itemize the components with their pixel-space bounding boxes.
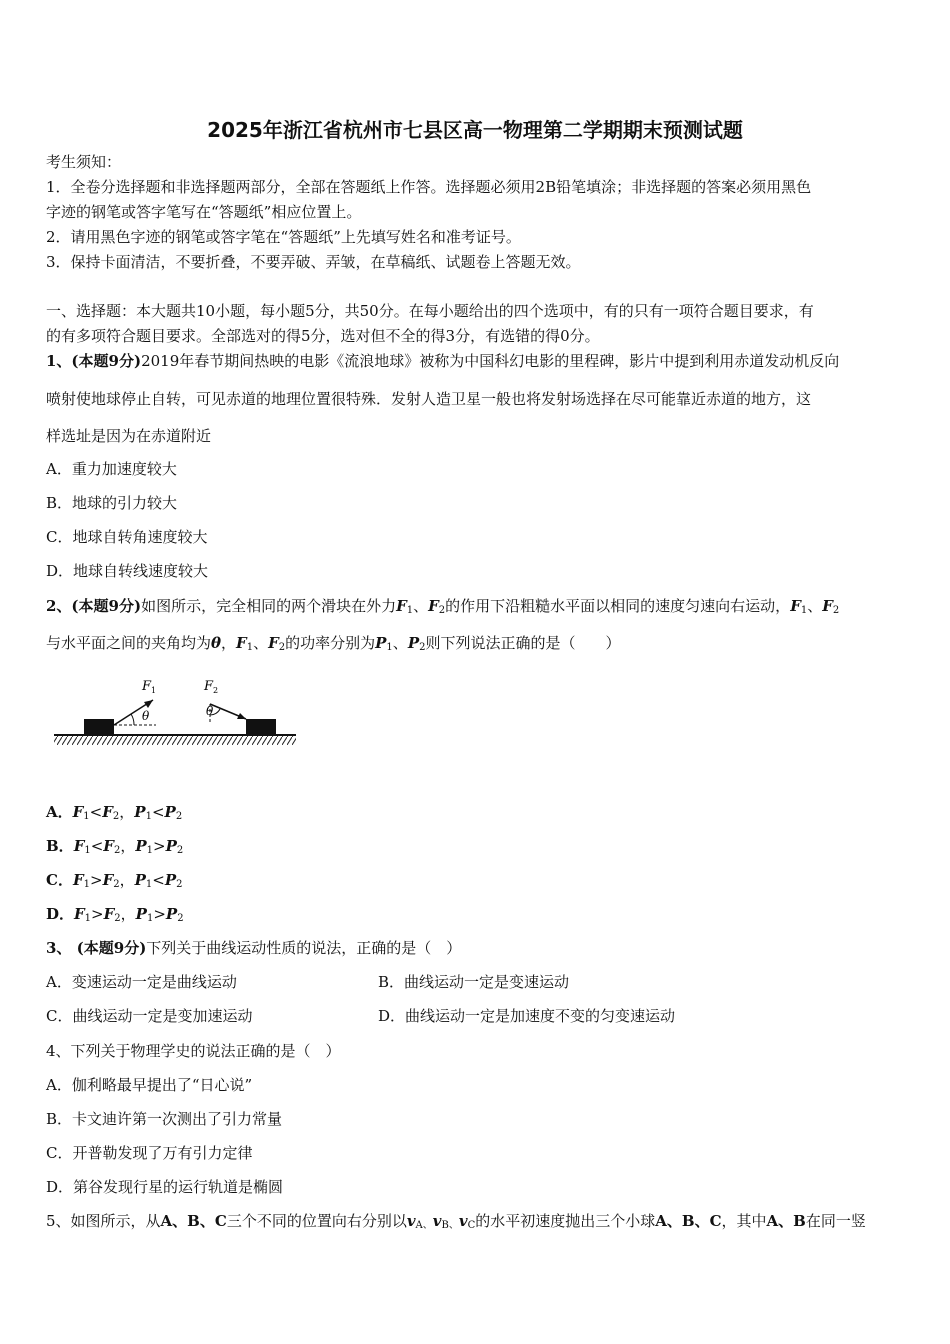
angle-arc-left <box>131 714 134 725</box>
q1-number: 1、(本题9分) <box>46 352 142 370</box>
q3-option-a[interactable]: A．变速运动一定是曲线运动 <box>46 973 237 991</box>
q3-stem <box>46 938 461 958</box>
block-left <box>84 719 114 735</box>
comma: ， <box>221 634 237 652</box>
q1-option-d[interactable]: D．地球自转线速度较大 <box>46 562 209 580</box>
sub: 1 <box>146 845 153 856</box>
q5-balls: A、B、C <box>655 1212 722 1230</box>
q5-points: A、B、C <box>160 1212 227 1230</box>
theta-symbol: θ <box>211 634 222 652</box>
q1-line-3: 样选址是因为在赤道附近 <box>46 427 212 445</box>
comma: ， <box>119 871 135 889</box>
p-symbol: P <box>165 837 177 855</box>
sub: 2 <box>176 879 183 890</box>
q2-number: 2、(本题9分) <box>46 597 142 615</box>
f2-sub: 2 <box>832 605 840 616</box>
q4-option-c[interactable]: C．开普勒发现了万有引力定律 <box>46 1144 253 1162</box>
q1-option-c[interactable]: C．地球自转角速度较大 <box>46 528 208 546</box>
section-intro-1: 一、选择题：本大题共10小题，每小题5分，共50分。在每小题给出的四个选项中，有的只有一项符合题目要求，有 <box>46 302 814 320</box>
f2-label-sub: 2 <box>213 686 219 695</box>
va-symbol: v <box>406 1212 416 1230</box>
notice-heading: 考生须知： <box>46 153 122 171</box>
relation-p: > <box>153 837 166 855</box>
p2-symbol: P <box>407 634 420 652</box>
f2-label: F <box>204 679 214 694</box>
vc-sub: C <box>467 1220 476 1231</box>
sep: 、 <box>807 597 823 615</box>
f-symbol: F <box>73 837 85 855</box>
block-right <box>246 719 276 735</box>
f-symbol: F <box>72 871 84 889</box>
q1-option-a[interactable]: A．重力加速度较大 <box>46 460 177 478</box>
sub: 2 <box>176 845 184 856</box>
q3-option-d[interactable]: D．曲线运动一定是加速度不变的匀变速运动 <box>378 1007 676 1025</box>
f1-label-sub: 1 <box>151 686 157 695</box>
q1-line-2: 喷射使地球停止自转，可见赤道的地理位置很特殊．发射人造卫星一般也将发射场选择在尽可能靠近赤道的地方，这 <box>46 390 812 408</box>
ground-hatch <box>54 736 296 745</box>
comma: ， <box>119 803 135 821</box>
q5-ab: A、B <box>766 1212 806 1230</box>
f-symbol: F <box>103 905 115 923</box>
q5-text-3: 的水平初速度抛出三个小球 <box>475 1212 656 1230</box>
sub: 1 <box>146 913 154 924</box>
vb-symbol: v <box>432 1212 442 1230</box>
sub: 2 <box>112 811 120 822</box>
q2-text-1: 如图所示，完全相同的两个滑块在外力 <box>141 597 397 615</box>
sub: 1 <box>84 845 91 856</box>
q4-option-a[interactable]: A．伽利略最早提出了“日心说” <box>46 1076 253 1094</box>
q2-option-b[interactable] <box>46 836 183 861</box>
q2-line-1 <box>46 596 839 621</box>
sub: 2 <box>114 913 121 924</box>
f1-symbol: F <box>236 634 247 652</box>
f-symbol: F <box>72 803 84 821</box>
f-symbol: F <box>102 803 113 821</box>
f2-symbol: F <box>822 597 833 615</box>
q1-option-b[interactable]: B．地球的引力较大 <box>46 494 178 512</box>
sub: 2 <box>177 913 184 924</box>
p-symbol: P <box>134 871 146 889</box>
p-symbol: P <box>164 803 176 821</box>
q5-text-5: 在同一竖 <box>805 1212 866 1230</box>
p2-sub: 2 <box>419 642 426 653</box>
sub: 2 <box>175 811 183 822</box>
page-title: 2025年浙江省杭州市七县区高一物理第二学期期末预测试题 <box>207 118 743 142</box>
comma: ， <box>120 837 136 855</box>
option-label: B． <box>46 837 74 855</box>
q4-option-d[interactable]: D．第谷发现行星的运行轨道是椭圆 <box>46 1178 284 1196</box>
p-symbol: P <box>134 803 146 821</box>
f1-symbol: F <box>790 597 801 615</box>
sep: 、 <box>413 597 429 615</box>
notice-item-1: 1．全卷分选择题和非选择题两部分，全部在答题纸上作答。选择题必须用2B铅笔填涂；非选择题的答案必须用黑色 <box>46 178 812 196</box>
f2-symbol: F <box>268 634 279 652</box>
p-symbol: P <box>135 837 147 855</box>
notice-item-1-cont: 字迹的钢笔或答字笔写在“答题纸”相应位置上。 <box>46 203 362 221</box>
p-symbol: P <box>164 871 177 889</box>
relation-p: < <box>152 871 165 889</box>
f1-arrowhead <box>144 700 153 708</box>
q5-line-1 <box>46 1211 866 1236</box>
option-label: C． <box>46 871 73 889</box>
q3-option-b[interactable]: B．曲线运动一定是变速运动 <box>378 973 570 991</box>
q1-stem-1: 2019年春节期间热映的电影《流浪地球》被称为中国科幻电影的里程碑，影片中提到利用赤道发动机反向 <box>141 352 840 370</box>
q3-option-c[interactable]: C．曲线运动一定是变加速运动 <box>46 1007 253 1025</box>
q3-number: 3、 (本题9分) <box>46 939 147 957</box>
comma: ， <box>120 905 136 923</box>
relation-p: < <box>151 803 165 821</box>
f1-symbol: F <box>396 597 407 615</box>
vb-sub: B <box>441 1220 449 1231</box>
dot: 、 <box>448 1220 459 1231</box>
p-symbol: P <box>165 905 178 923</box>
relation-p: > <box>153 905 166 923</box>
sep: 、 <box>253 634 269 652</box>
sub: 1 <box>83 879 90 890</box>
va-sub: A <box>415 1220 423 1231</box>
q3-text: 下列关于曲线运动性质的说法，正确的是（ ） <box>146 939 462 957</box>
q2-text-3: 与水平面之间的夹角均为 <box>46 634 212 652</box>
f2-symbol: F <box>428 597 439 615</box>
q2-figure <box>52 673 300 749</box>
relation-f: > <box>89 871 103 889</box>
f1-sub: 1 <box>800 605 808 616</box>
f-symbol: F <box>102 871 114 889</box>
q2-option-c[interactable] <box>46 870 183 895</box>
sep: 、 <box>392 634 408 652</box>
q2-text-2: 的作用下沿粗糙水平面以相同的速度匀速向右运动， <box>445 597 791 615</box>
f-symbol: F <box>103 837 114 855</box>
q4-option-b[interactable]: B．卡文迪许第一次测出了引力常量 <box>46 1110 283 1128</box>
theta-label-right: θ <box>206 704 214 718</box>
notice-item-2: 2．请用黑色字迹的钢笔或答字笔在“答题纸”上先填写姓名和准考证号。 <box>46 228 521 246</box>
relation-f: < <box>90 837 104 855</box>
option-label: A． <box>46 803 73 821</box>
p1-symbol: P <box>375 634 387 652</box>
q2-text-4: 的功率分别为 <box>285 634 376 652</box>
sub: 1 <box>83 811 90 822</box>
q5-text-2: 三个不同的位置向右分别以 <box>226 1212 407 1230</box>
relation-f: < <box>89 803 103 821</box>
q2-option-d[interactable] <box>46 904 184 929</box>
q2-line-2 <box>46 633 620 658</box>
p-symbol: P <box>135 905 147 923</box>
sub: 2 <box>113 879 120 890</box>
f1-label: F <box>142 679 152 694</box>
f1-sub: 1 <box>246 642 254 653</box>
q5-text-4: ，其中 <box>721 1212 767 1230</box>
vc-symbol: v <box>458 1212 468 1230</box>
sub: 2 <box>113 845 121 856</box>
f-symbol: F <box>74 905 85 923</box>
theta-label-left: θ <box>142 709 150 723</box>
f1-sub: 1 <box>406 605 414 616</box>
f2-sub: 2 <box>438 605 446 616</box>
q2-text-5: 则下列说法正确的是（ ） <box>425 634 621 652</box>
q1-line-1 <box>46 351 839 371</box>
sub: 1 <box>84 913 92 924</box>
sub: 1 <box>145 811 152 822</box>
p1-sub: 1 <box>386 642 393 653</box>
f2-sub: 2 <box>278 642 286 653</box>
q5-text-1: 5、如图所示，从 <box>46 1212 161 1230</box>
section-intro-2: 的有多项符合题目要求。全部选对的得5分，选对但不全的得3分，有选错的得0分。 <box>46 327 600 345</box>
relation-f: > <box>91 905 104 923</box>
sub: 1 <box>145 879 153 890</box>
option-label: D． <box>46 905 75 923</box>
dot: 、 <box>422 1220 433 1231</box>
q4-stem: 4、下列关于物理学史的说法正确的是（ ） <box>46 1042 341 1060</box>
q2-option-a[interactable] <box>46 802 182 827</box>
notice-item-3: 3．保持卡面清洁，不要折叠，不要弄破、弄皱，在草稿纸、试题卷上答题无效。 <box>46 253 581 271</box>
